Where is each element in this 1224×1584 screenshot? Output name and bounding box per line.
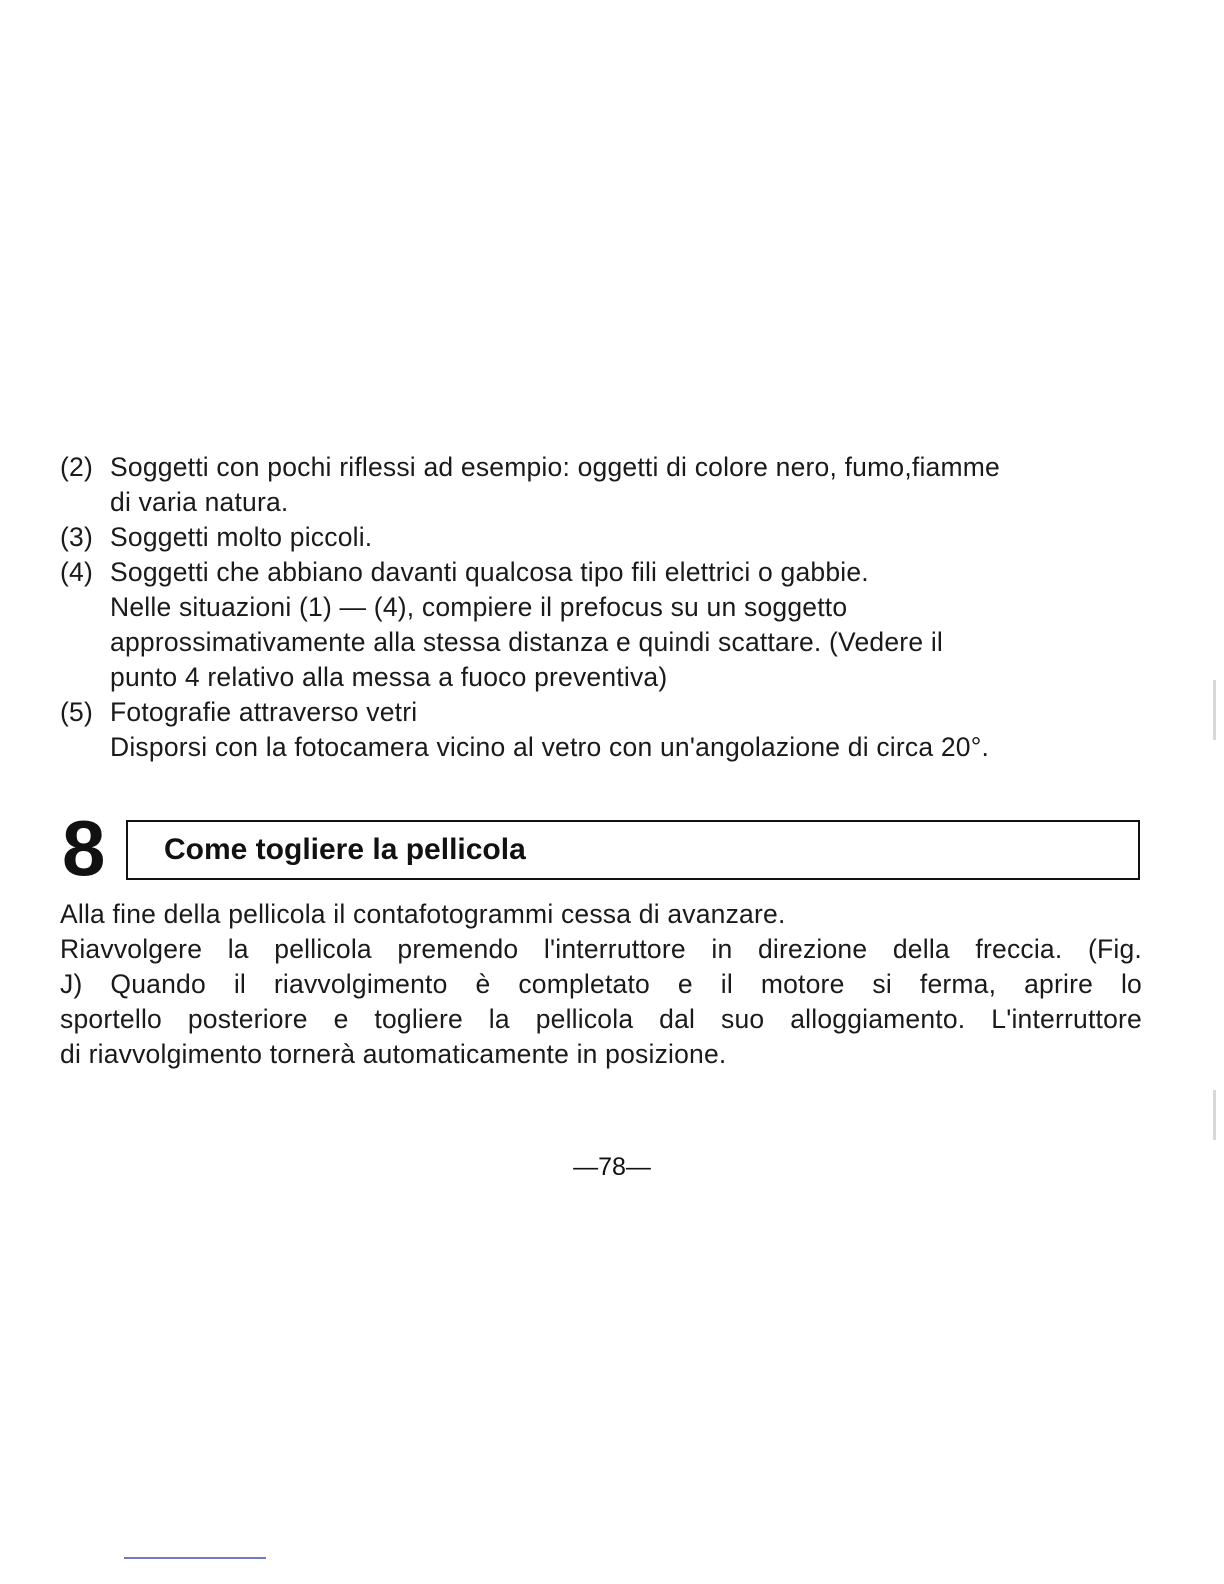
body-line: Riavvolgere la pellicola premendo l'interruttore in direzione della freccia. (Fig.	[60, 934, 1142, 964]
list-item-line: punto 4 relativo alla messa a fuoco preventiva)	[110, 662, 668, 692]
body-line: sportello posteriore e togliere la pellicola dal suo alloggiamento. L'interruttore	[60, 1004, 1142, 1034]
list-item-line: Soggetti con pochi riflessi ad esempio: oggetti di colore nero, fumo,fiamme	[110, 452, 1000, 482]
list-item-3	[60, 520, 1142, 555]
list-item-line: di varia natura.	[110, 487, 289, 517]
list-item-5	[60, 695, 1142, 765]
section-title-box	[126, 820, 1140, 880]
list-item-number: (5)	[60, 697, 93, 727]
list-item-line: Fotografie attraverso vetri	[110, 697, 418, 727]
list-item-4	[60, 555, 1142, 695]
list-item-line: approssimativamente alla stessa distanza e quindi scattare. (Vedere il	[110, 627, 943, 657]
body-line: J) Quando il riavvolgimento è completato e il motore si ferma, aprire lo	[60, 969, 1142, 999]
list-item-line: Soggetti molto piccoli.	[110, 522, 373, 552]
bottom-rule	[124, 1557, 266, 1559]
list-item-line: Disporsi con la fotocamera vicino al vetro con un'angolazione di circa 20°.	[110, 732, 990, 762]
list-item-2	[60, 450, 1142, 520]
list-item-line: Nelle situazioni (1) — (4), compiere il prefocus su un soggetto	[110, 592, 848, 622]
body-line: Alla fine della pellicola il contafotogrammi cessa di avanzare.	[60, 899, 786, 929]
numbered-list	[60, 450, 1142, 765]
section-title: Come togliere la pellicola	[164, 833, 526, 866]
section-number: 8	[62, 804, 106, 892]
section-body	[60, 897, 1142, 1072]
scan-edge-mark	[1213, 1090, 1216, 1140]
section-header	[60, 804, 1145, 892]
page-number: —78—	[573, 1153, 651, 1181]
list-item-number: (2)	[60, 452, 93, 482]
list-item-number: (4)	[60, 557, 93, 587]
body-line: di riavvolgimento tornerà automaticamente in posizione.	[60, 1039, 727, 1069]
list-item-line: Soggetti che abbiano davanti qualcosa tipo fili elettrici o gabbie.	[110, 557, 869, 587]
scan-edge-mark	[1213, 680, 1216, 740]
list-item-number: (3)	[60, 522, 93, 552]
